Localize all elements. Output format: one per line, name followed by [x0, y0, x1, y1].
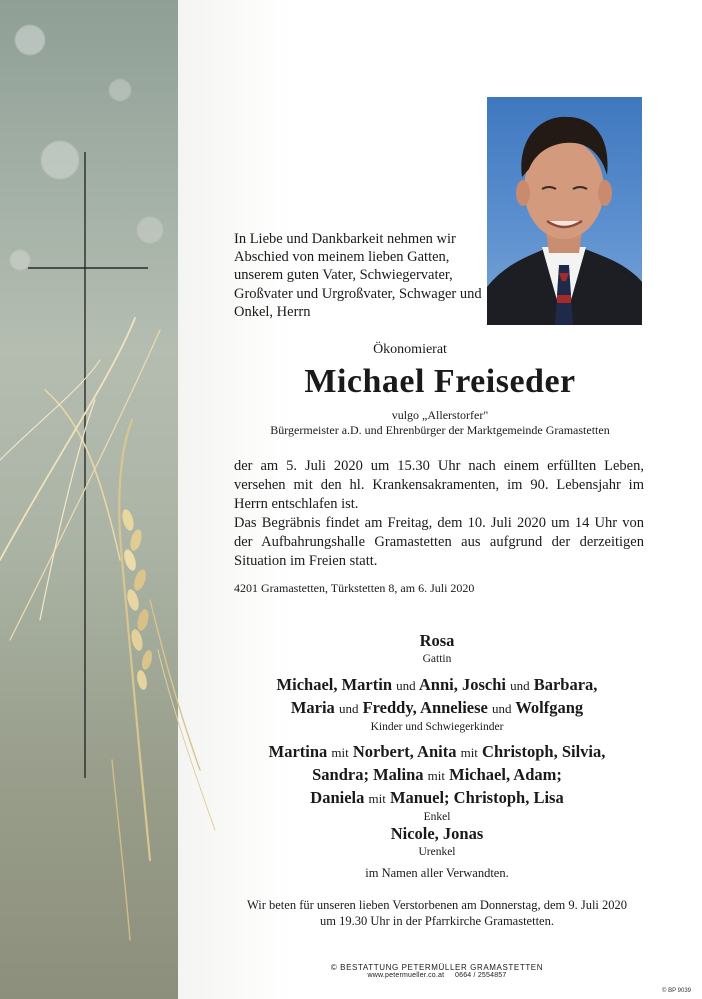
- names: Michael, Adam;: [449, 765, 562, 784]
- grandchildren-line-2: [222, 764, 652, 787]
- names: Wolfgang: [515, 698, 584, 717]
- connector: und: [396, 678, 416, 693]
- grandchildren-line-3: [222, 787, 652, 810]
- children-line-1: [222, 674, 652, 697]
- names: Michael, Martin: [276, 675, 393, 694]
- portrait-person-icon: [487, 97, 642, 325]
- phone-number: 0664 / 2554857: [455, 972, 507, 979]
- spouse-name: Rosa: [419, 631, 455, 650]
- connector: mit: [368, 791, 386, 806]
- document-code: © BP 9039: [662, 988, 691, 994]
- nickname: vulgo „Allerstorfer": [391, 408, 489, 422]
- children-role: Kinder und Schwiegerkinder: [370, 721, 504, 733]
- names: Sandra; Malina: [312, 765, 424, 784]
- names: Maria: [290, 698, 335, 717]
- funeral-notice: Das Begräbnis findet am Freitag, dem 10. Juli 2020 um 14 Uhr von der Aufbahrungshalle Gramastetten aus aufgrund der derzeitigen Situation im Freien statt.: [234, 515, 644, 569]
- relatives-line: im Namen aller Verwandten.: [365, 866, 509, 880]
- website-link[interactable]: www.petermueller.co.at: [367, 972, 445, 979]
- grandchildren-role: Enkel: [423, 811, 451, 823]
- connector: und: [338, 701, 359, 716]
- great-grandchildren-role: Urenkel: [418, 846, 456, 858]
- intro-text: In Liebe und Dankbarkeit nehmen wir Abschied von meinem lieben Gatten, unserem guten Vater, Schwiegervater, Großvater und Urgroßvater, Schwager und Onkel, Herrn: [234, 231, 482, 320]
- great-grandchildren-names: Nicole, Jonas: [390, 824, 484, 843]
- connector: und: [510, 678, 530, 693]
- mass-line-1: Wir beten für unseren lieben Verstorbenen am Donnerstag, dem 9. Juli 2020: [246, 898, 628, 912]
- names: Norbert, Anita: [352, 742, 457, 761]
- names: Anni, Joschi: [418, 675, 506, 694]
- footer: [262, 963, 612, 979]
- names: Freddy, Anneliese: [362, 698, 488, 717]
- honors-line: Bürgermeister a.D. und Ehrenbürger der Marktgemeinde Gramastetten: [270, 423, 610, 437]
- connector: mit: [427, 768, 445, 783]
- bokeh-background-panel: [0, 0, 178, 999]
- funeral-company: © BESTATTUNG PETERMÜLLER GRAMASTETTEN: [330, 963, 544, 972]
- names: Barbara,: [533, 675, 598, 694]
- names: Daniela: [310, 788, 365, 807]
- place-date: 4201 Gramastetten, Türkstetten 8, am 6. Juli 2020: [234, 581, 475, 595]
- children-line-2: [222, 697, 652, 720]
- names: Manuel; Christoph, Lisa: [389, 788, 564, 807]
- spouse-role: Gattin: [422, 653, 452, 665]
- mass-line-2: um 19.30 Uhr in der Pfarrkirche Gramastetten.: [320, 914, 554, 928]
- names: Christoph, Silvia,: [482, 742, 606, 761]
- portrait-photo: [487, 97, 642, 325]
- connector: und: [491, 701, 512, 716]
- spouse-block: [222, 630, 652, 666]
- grandchildren-line-1: [222, 741, 652, 764]
- connector: mit: [331, 745, 349, 760]
- mass-notice: [222, 897, 652, 929]
- great-grandchildren-block: [222, 823, 652, 859]
- honorary-title: Ökonomierat: [373, 342, 447, 357]
- connector: mit: [460, 745, 478, 760]
- contact-line: [262, 972, 612, 979]
- names: Martina: [268, 742, 328, 761]
- children-block: [222, 674, 652, 734]
- grandchildren-block: [222, 741, 652, 824]
- death-notice: der am 5. Juli 2020 um 15.30 Uhr nach einem erfüllten Leben, versehen mit den hl. Krankensakramenten, im 90. Lebensjahr im Herrn entschlafen ist.: [234, 458, 644, 512]
- deceased-name: Michael Freiseder: [304, 363, 576, 400]
